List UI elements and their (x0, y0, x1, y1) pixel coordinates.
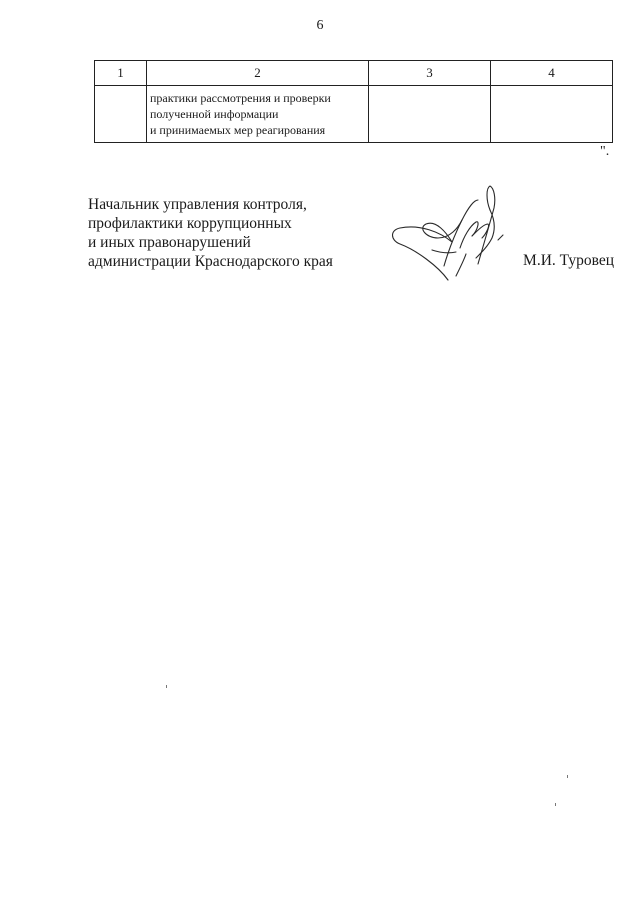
table-cell-col4 (491, 86, 613, 143)
table-cell-text-line: и принимаемых мер реагирования (150, 123, 326, 137)
table-cell-col3 (369, 86, 491, 143)
table-cell-col1 (95, 86, 147, 143)
signer-position-line: и иных правонарушений (88, 234, 251, 251)
table-cell-col2 (147, 86, 369, 143)
table-header-row (95, 61, 613, 86)
signer-position-line: профилактики коррупционных (88, 215, 292, 232)
scan-speck (166, 685, 167, 688)
table-header-cell-2: 2 (147, 61, 369, 86)
signer-position-line: администрации Краснодарского края (88, 253, 333, 270)
handwritten-signature (386, 180, 526, 292)
table-header-cell-3: 3 (369, 61, 491, 86)
table-header-cell-4: 4 (491, 61, 613, 86)
document-table (94, 60, 613, 143)
scan-speck (567, 775, 568, 778)
signer-position (88, 195, 333, 271)
table-cell-text-line: практики рассмотрения и проверки (150, 91, 331, 105)
signer-position-line: Начальник управления контроля, (88, 196, 307, 213)
page-number: 6 (316, 18, 324, 33)
signer-name: М.И. Туровец (523, 252, 614, 269)
table-row (95, 86, 613, 143)
closing-quote: ". (600, 144, 610, 159)
table-cell-text-line: полученной информации (150, 107, 279, 121)
table-header-cell-1: 1 (95, 61, 147, 86)
scan-speck (555, 803, 556, 806)
